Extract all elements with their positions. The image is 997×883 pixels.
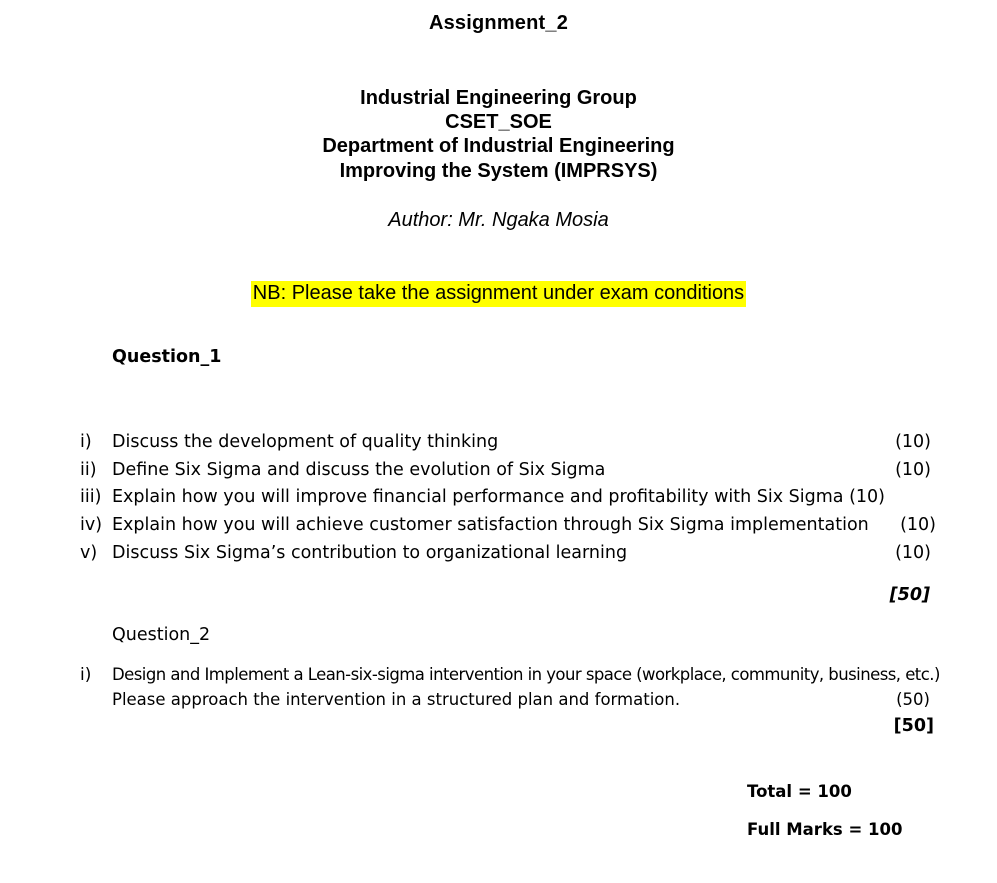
highlighted-notice-text: NB: Please take the assignment under exam conditions [251,281,746,307]
item-numeral: i) [80,665,92,685]
item-numeral: v) [80,543,98,563]
item-numeral: iii) [80,487,102,507]
item-text: Define Six Sigma and discuss the evolution of Six Sigma [112,460,606,480]
question-1-total: [50] [889,585,930,605]
group-name: Industrial Engineering Group [360,87,637,109]
item-marks: (10) [895,543,931,563]
author-line: Author: Mr. Ngaka Mosia [388,209,609,231]
document-title: Assignment_2 [428,12,569,34]
full-marks: Full Marks = 100 [747,820,903,839]
item-marks: (50) [896,690,930,709]
item-text-line-1: Design and Implement a Lean-six-sigma intervention in your space (workplace, community, business, etc.) [112,665,940,684]
item-text-line-2: Please approach the intervention in a structured plan and formation. [112,690,681,709]
item-text: Explain how you will improve financial performance and profitability with Six Sigma (10) [112,487,886,507]
item-marks: (10) [895,460,931,480]
exam-notice [0,281,997,307]
item-text: Discuss Six Sigma’s contribution to organizational learning [112,543,628,563]
question-1-heading: Question_1 [112,347,222,367]
institution-code: CSET_SOE [445,111,552,133]
department-name: Department of Industrial Engineering [322,135,675,157]
item-marks: (10) [900,515,936,535]
question-2-heading: Question_2 [112,625,211,645]
item-text: Explain how you will achieve customer satisfaction through Six Sigma implementation [112,515,869,535]
item-marks: (10) [895,432,931,452]
total-marks: Total = 100 [747,782,852,801]
item-numeral: ii) [80,460,97,480]
course-name: Improving the System (IMPRSYS) [339,160,658,182]
question-2-total: [50] [893,716,934,736]
item-numeral: i) [80,432,92,452]
item-text: Discuss the development of quality thinking [112,432,499,452]
item-numeral: iv) [80,515,103,535]
